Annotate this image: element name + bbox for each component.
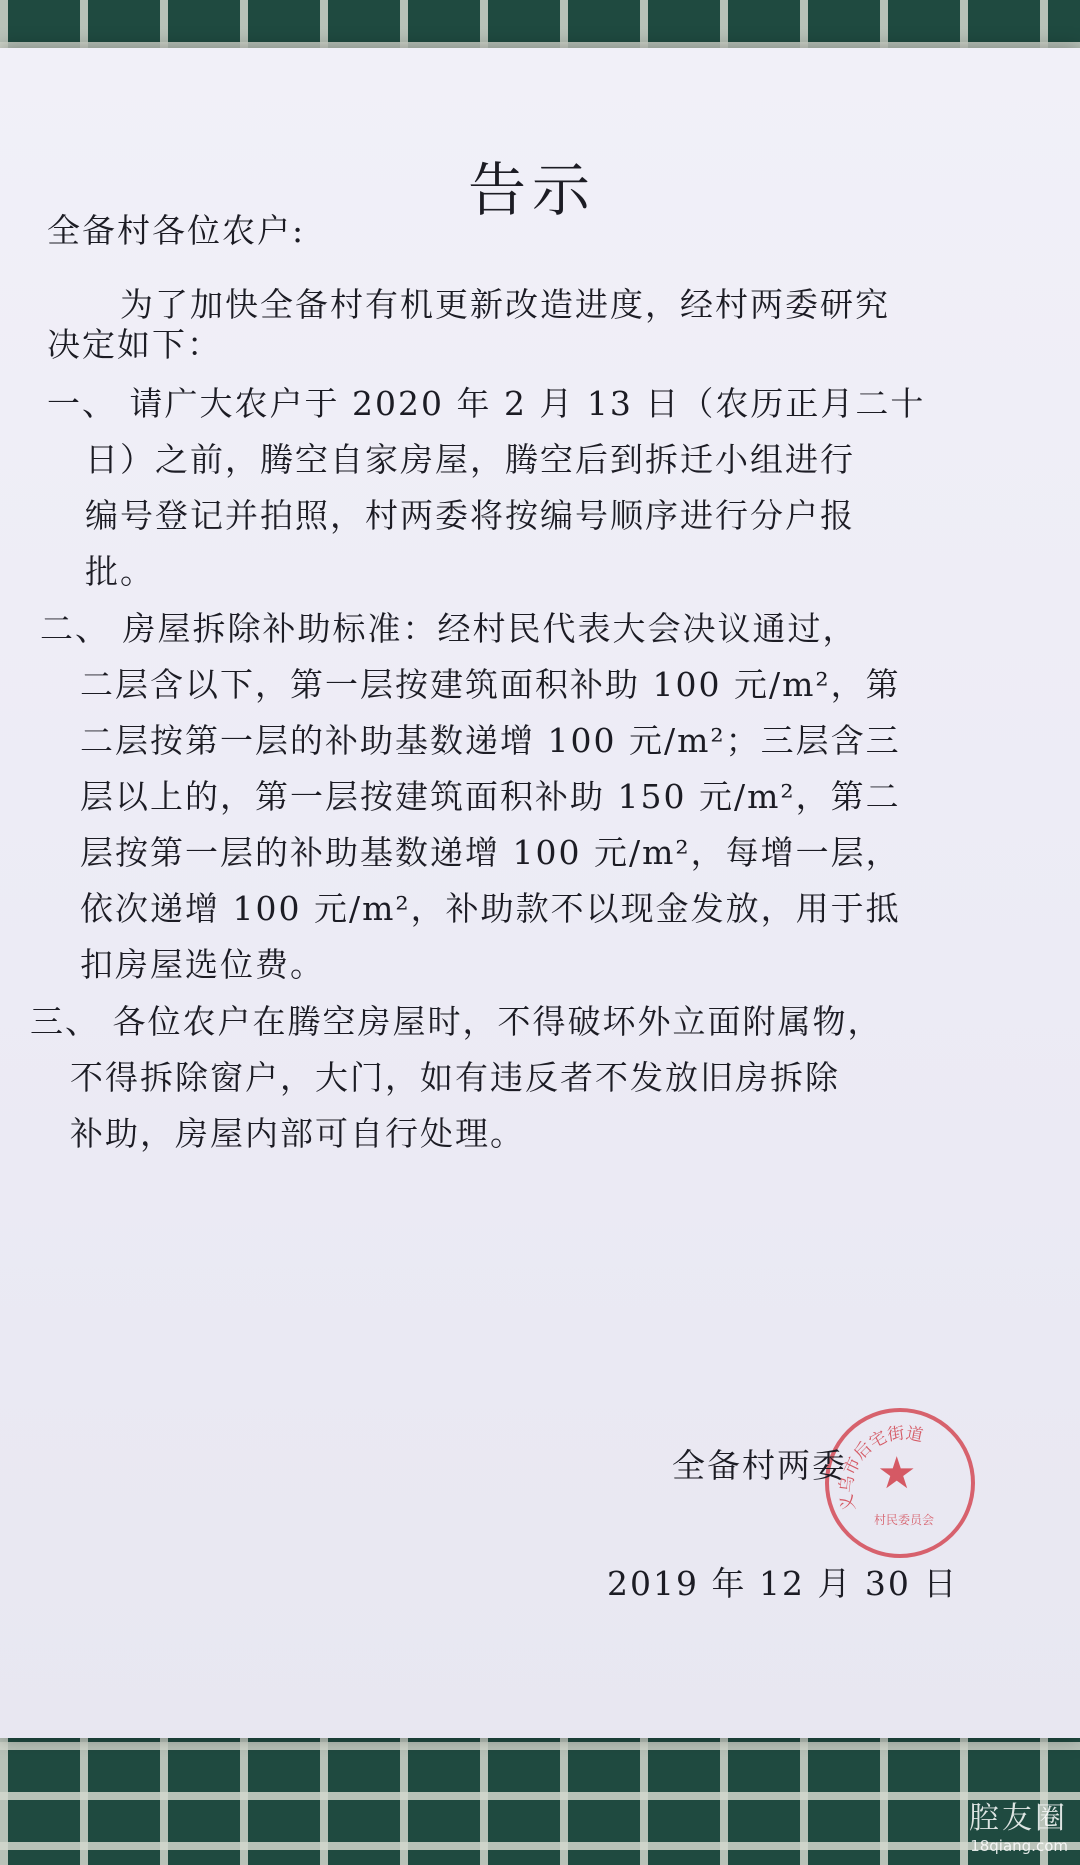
- item-2-line: 二层含以下，第一层按建筑面积补助 100 元/m²，第: [80, 665, 901, 704]
- item-2-line: 层按第一层的补助基数递增 100 元/m²，每增一层，: [80, 833, 901, 872]
- notice-date: 2019 年 12 月 30 日: [607, 1564, 959, 1603]
- item-2-line: 依次递增 100 元/m²，补助款不以现金发放，用于抵: [80, 889, 901, 928]
- item-1-line: 日）之前，腾空自家房屋，腾空后到拆迁小组进行: [85, 440, 855, 479]
- item-3-line: 补助，房屋内部可自行处理。: [70, 1114, 525, 1153]
- salutation: 全备村各位农户:: [47, 211, 306, 250]
- notice-title: 告示: [468, 156, 597, 224]
- item-3-line: 三、 各位农户在腾空房屋时，不得破坏外立面附属物，: [30, 1002, 883, 1041]
- seal-star-icon: ★: [877, 1448, 917, 1499]
- signature: 全备村两委: [672, 1446, 847, 1485]
- svg-text:村民委员会: 村民委员会: [873, 1513, 935, 1527]
- item-1-line: 批。: [85, 552, 155, 591]
- intro-line: 为了加快全备村有机更新改造进度，经村两委研究: [120, 285, 890, 324]
- item-2-line: 扣房屋选位费。: [80, 945, 325, 984]
- watermark-logo: 腔友圈: [969, 1801, 1068, 1836]
- intro-line: 决定如下：: [47, 325, 222, 364]
- item-2-line: 二、 房屋拆除补助标准：经村民代表大会决议通过，: [40, 609, 858, 648]
- watermark-url: 18qiang.com: [970, 1837, 1068, 1855]
- item-3-line: 不得拆除窗户，大门，如有违反者不发放旧房拆除: [70, 1058, 840, 1097]
- item-1-line: 一、 请广大农户于 2020 年 2 月 13 日（农历正月二十: [47, 384, 926, 423]
- svg-text:义乌市后宅街道: 义乌市后宅街道: [836, 1423, 925, 1514]
- official-seal: [825, 1408, 975, 1558]
- site-watermark: [969, 1793, 1068, 1855]
- item-2-line: 层以上的，第一层按建筑面积补助 150 元/m²，第二: [80, 777, 901, 816]
- notice-paper: [0, 48, 1080, 1738]
- item-2-line: 二层按第一层的补助基数递增 100 元/m²；三层含三: [80, 721, 901, 760]
- item-1-line: 编号登记并拍照，村两委将按编号顺序进行分户报: [85, 496, 855, 535]
